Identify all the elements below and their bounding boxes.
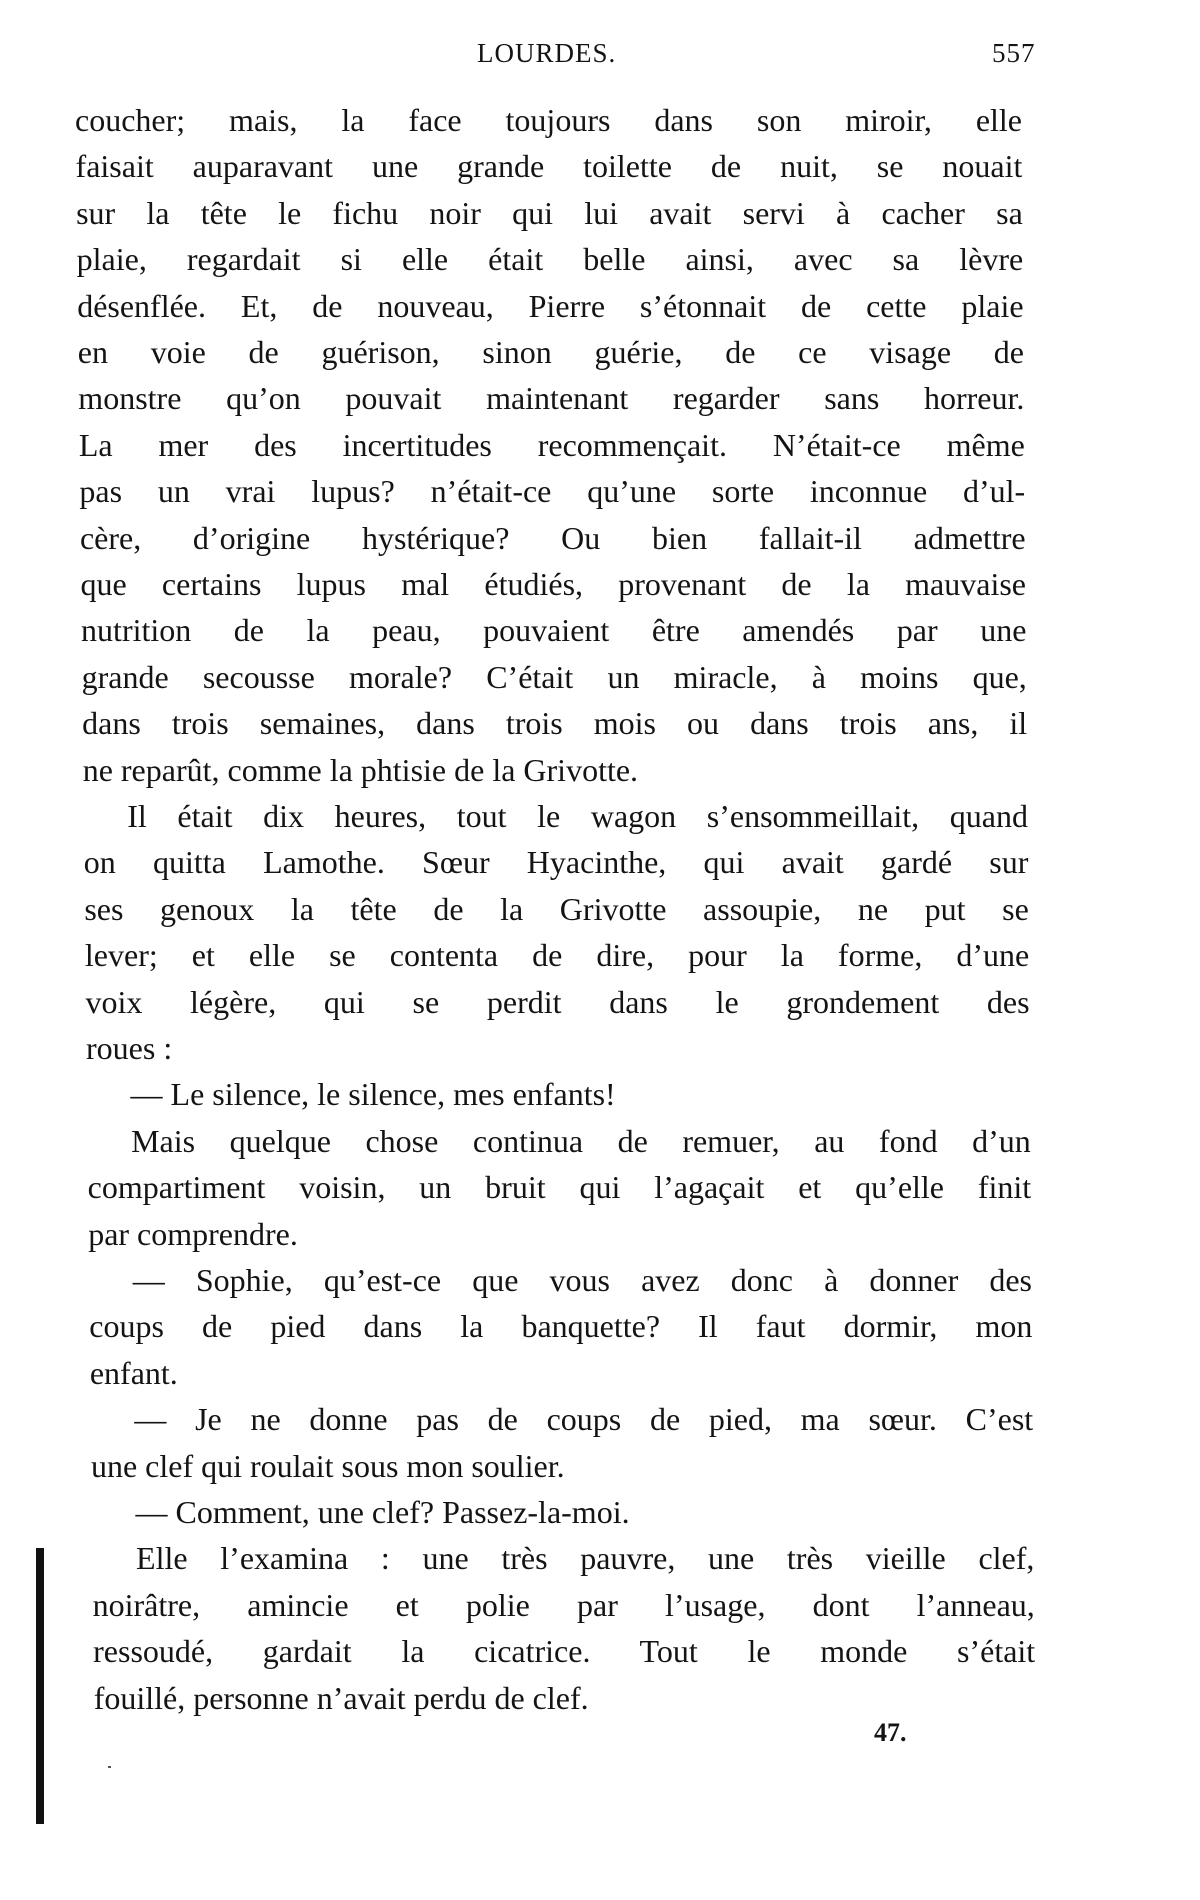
text-line: on quitta Lamothe. Sœur Hyacinthe, qui avait gardé sur bbox=[83, 844, 1029, 881]
text-line: Elle l’examina : une très pauvre, une très vieille clef, bbox=[136, 1540, 1035, 1577]
text-line: Mais quelque chose continua de remuer, au fond d’un bbox=[131, 1122, 1031, 1159]
text-line: coups de pied dans la banquette? Il faut dormir, mon bbox=[89, 1308, 1033, 1345]
text-line: enfant. bbox=[89, 1354, 178, 1391]
text-line: par comprendre. bbox=[88, 1215, 298, 1252]
text-line: que certains lupus mal étudiés, provenant de la mauvaise bbox=[80, 566, 1026, 602]
text-line: coucher; mais, la face toujours dans son miroir, elle bbox=[75, 102, 1022, 138]
text-line: ses genoux la tête de la Grivotte assoupie, ne put se bbox=[84, 890, 1029, 927]
text-line: en voie de guérison, sinon guérie, de ce visage de bbox=[77, 334, 1024, 370]
text-line: — Je ne donne pas de coups de pied, ma sœur. C’est bbox=[134, 1401, 1034, 1438]
binding-edge-shadow bbox=[36, 1548, 44, 1824]
text-line: nutrition de la peau, pouvaient être amendés par une bbox=[81, 612, 1027, 649]
text-line: voix légère, qui se perdit dans le grondement des bbox=[85, 983, 1030, 1020]
text-line: faisait auparavant une grande toilette de nuit, se nouait bbox=[75, 148, 1023, 185]
text-line: ne reparût, comme la phtisie de la Grivotte. bbox=[82, 751, 639, 788]
text-line: compartiment voisin, un bruit qui l’agaçait et qu’elle finit bbox=[87, 1169, 1032, 1206]
text-line: — Le silence, le silence, mes enfants! bbox=[130, 1076, 616, 1113]
text-line: noirâtre, amincie et polie par l’usage, dont l’anneau, bbox=[92, 1586, 1035, 1623]
signature-mark: 47. bbox=[874, 1718, 907, 1747]
text-line: monstre qu’on pouvait maintenant regarder sans horreur. bbox=[78, 380, 1025, 417]
text-line: sur la tête le fichu noir qui lui avait servi à cacher sa bbox=[76, 194, 1023, 231]
text-line: ressoudé, gardait la cicatrice. Tout le monde s’était bbox=[93, 1633, 1036, 1670]
text-line: plaie, regardait si elle était belle ainsi, avec sa lèvre bbox=[76, 241, 1024, 278]
text-line: pas un vrai lupus? n’était-ce qu’une sorte inconnue d’ul- bbox=[79, 473, 1026, 510]
text-line: désenflée. Et, de nouveau, Pierre s’étonnait de cette plaie bbox=[77, 287, 1024, 324]
text-line: lever; et elle se contenta de dire, pour la forme, d’une bbox=[84, 937, 1030, 974]
text-line: roues : bbox=[86, 1030, 173, 1066]
scan-speck bbox=[108, 1766, 111, 1768]
text-line: cère, d’origine hystérique? Ou bien fallait-il admettre bbox=[79, 519, 1026, 556]
running-title: LOURDES. bbox=[477, 38, 617, 68]
text-line: — Sophie, qu’est-ce que vous avez donc à donner des bbox=[132, 1262, 1032, 1298]
text-line: fouillé, personne n’avait perdu de clef. bbox=[93, 1679, 589, 1716]
text-line: La mer des incertitudes recommençait. N’était-ce même bbox=[78, 426, 1025, 463]
text-line: grande secousse morale? C’était un miracle, à moins que, bbox=[81, 658, 1027, 695]
text-line: une clef qui roulait sous mon soulier. bbox=[90, 1447, 565, 1484]
text-line: Il était dix heures, tout le wagon s’ensommeillait, quand bbox=[127, 798, 1028, 834]
text-line: — Comment, une clef? Passez-la-moi. bbox=[135, 1494, 630, 1530]
page-number: 557 bbox=[992, 38, 1036, 68]
text-line: dans trois semaines, dans trois mois ou dans trois ans, il bbox=[82, 705, 1028, 742]
